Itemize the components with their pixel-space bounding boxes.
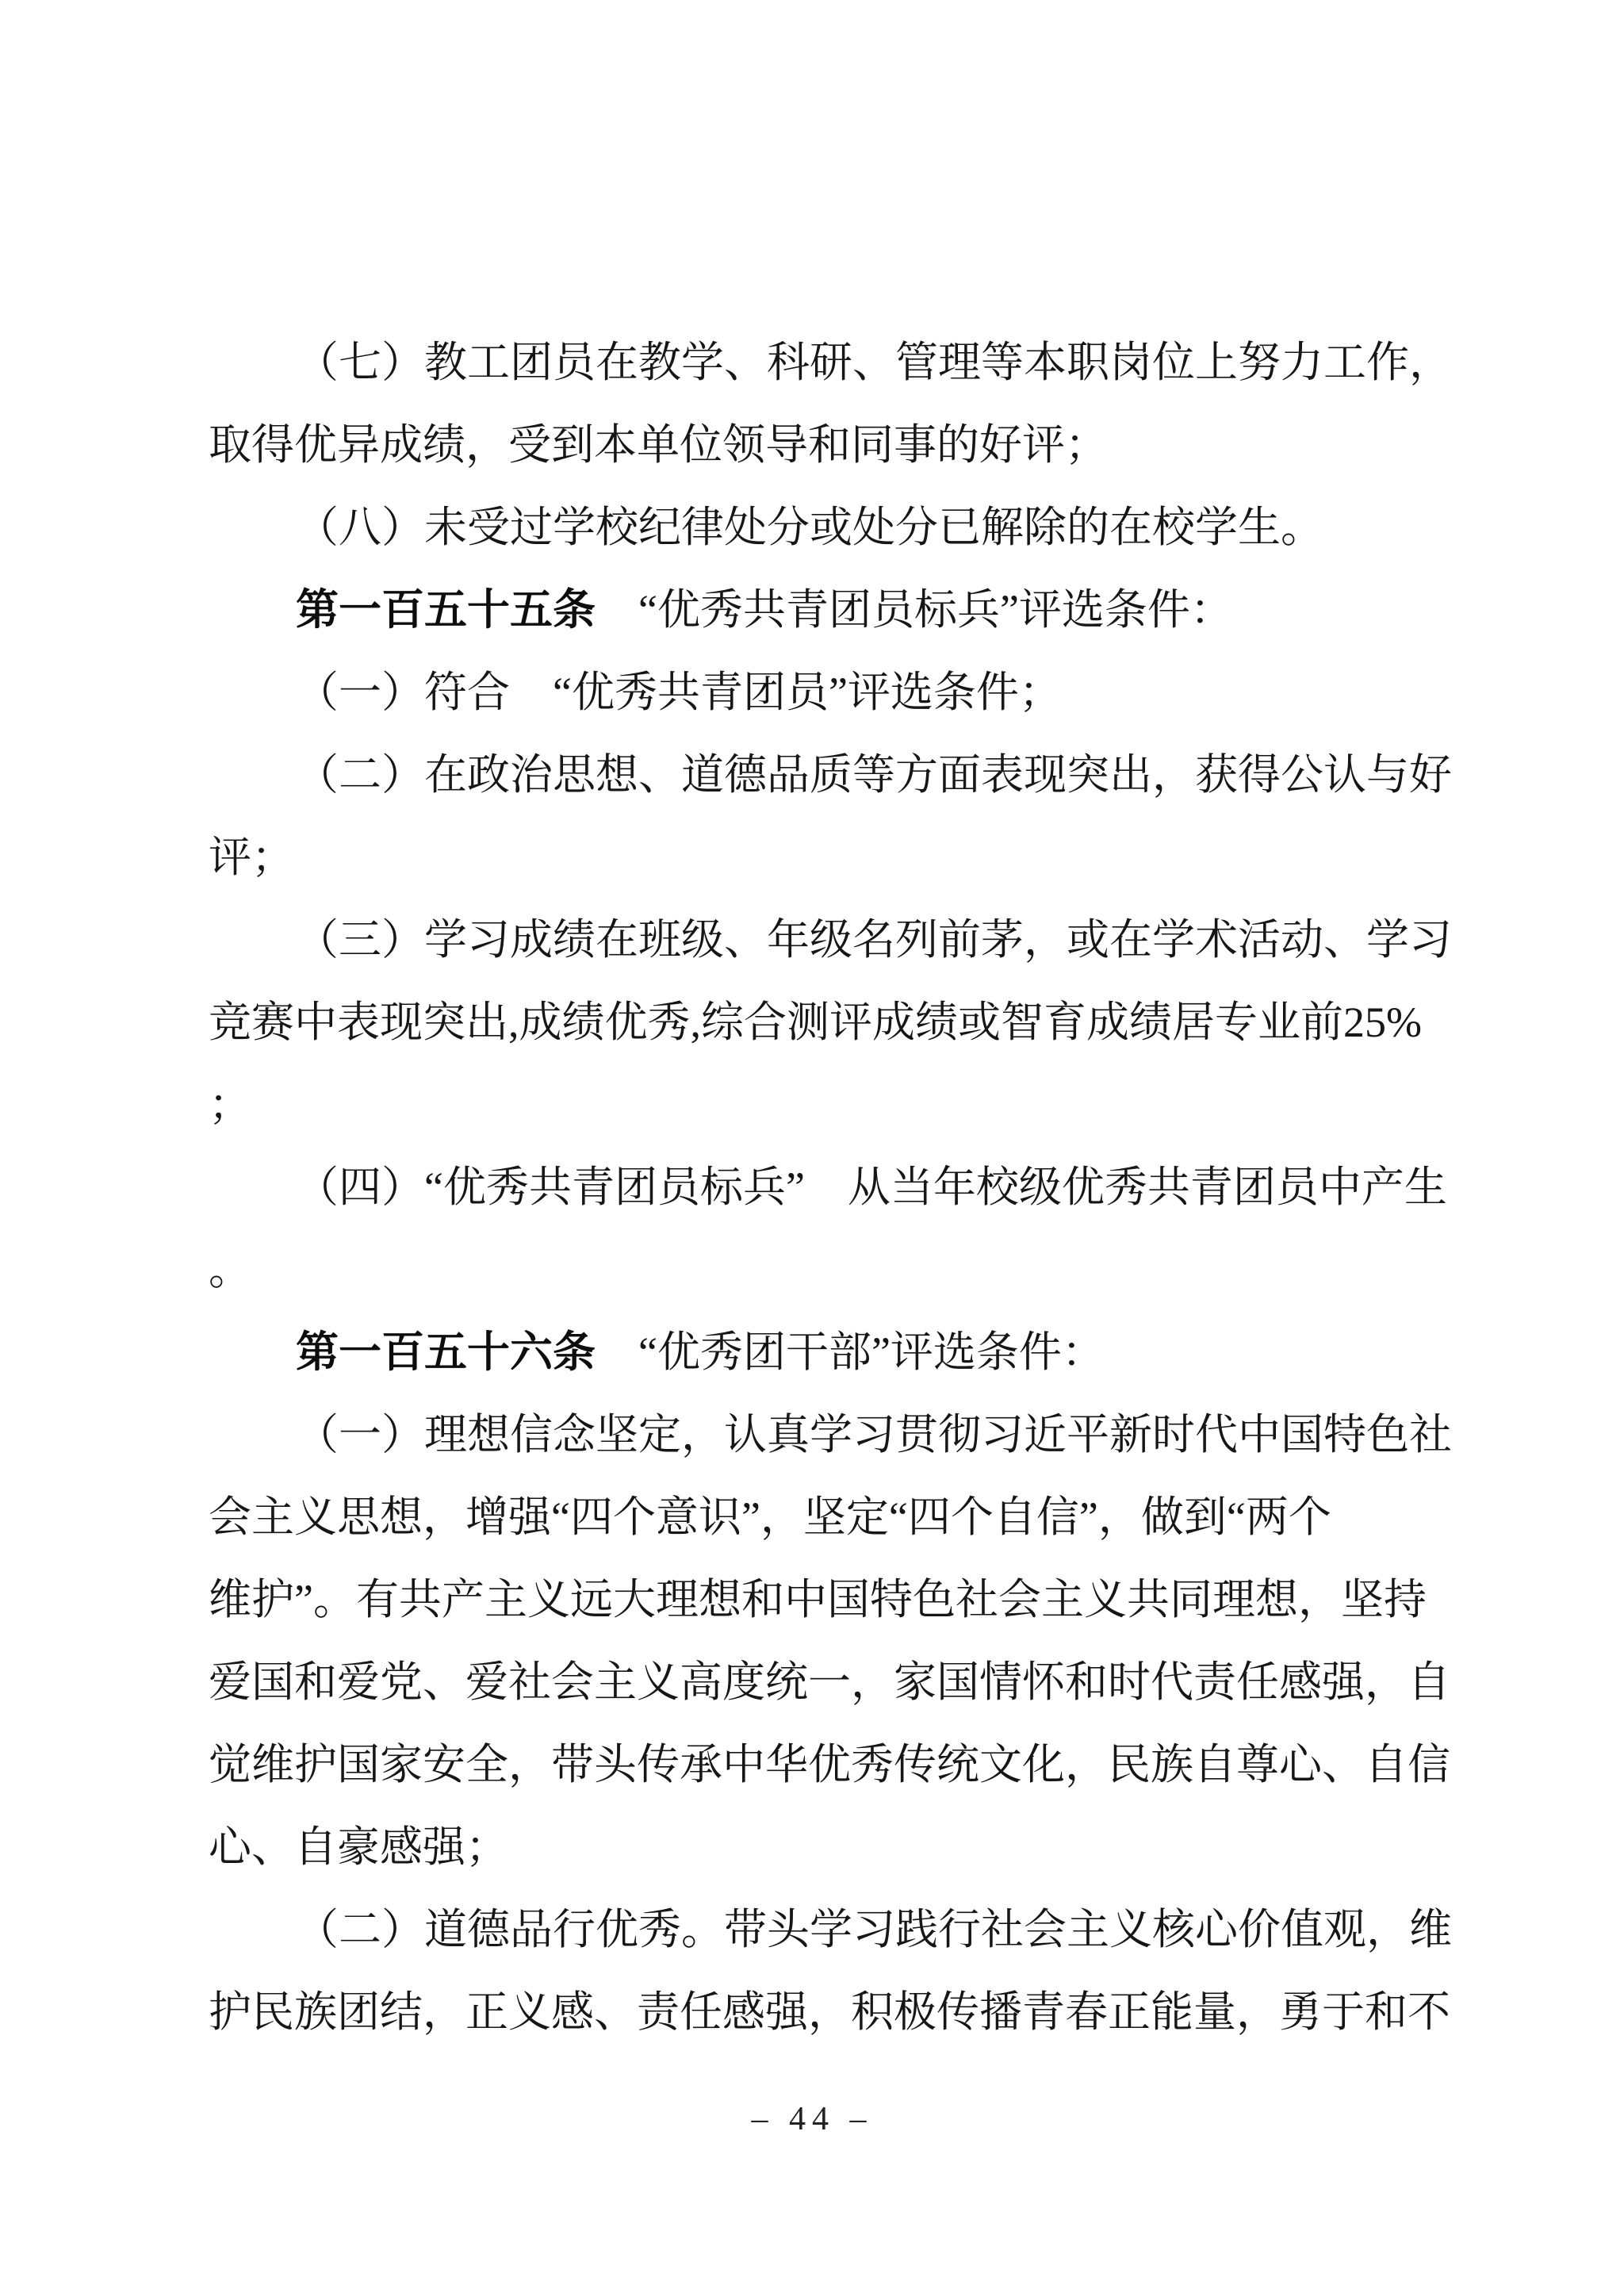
text-line xyxy=(209,486,1477,569)
text-run: 爱国和爱党、爱社会主义高度统一，家国情怀和时代责任感强，自 xyxy=(209,1658,1450,1706)
text-run: 心、自豪感强； xyxy=(209,1823,508,1871)
text-line xyxy=(209,404,1477,486)
text-line xyxy=(209,1558,1477,1641)
text-run: （一）理想信念坚定，认真学习贯彻习近平新时代中国特色社 xyxy=(296,1411,1452,1458)
text-run: 觉维护国家安全，带头传承中华优秀传统文化，民族自尊心、自信 xyxy=(209,1741,1450,1788)
text-line xyxy=(209,569,1477,651)
article-number-label: 第一百五十六条 xyxy=(296,1328,596,1376)
text-line xyxy=(209,321,1477,404)
text-line xyxy=(209,1146,1477,1228)
text-run: “优秀共青团员标兵”评选条件： xyxy=(596,586,1233,634)
page-number: – 44 – xyxy=(751,2101,873,2137)
text-run: （二）在政治思想、道德品质等方面表现突出，获得公认与好 xyxy=(296,751,1452,799)
text-run: （三）学习成绩在班级、年级名列前茅，或在学术活动、学习 xyxy=(296,916,1452,964)
text-run: （四）“优秀共青团员标兵” 从当年校级优秀共青团员中产生 xyxy=(296,1163,1447,1211)
text-run: （八）未受过学校纪律处分或处分已解除的在校学生。 xyxy=(296,504,1323,551)
text-run: “优秀团干部”评选条件： xyxy=(596,1328,1105,1376)
text-run: （二）道德品行优秀。带头学习践行社会主义核心价值观，维 xyxy=(296,1906,1452,1953)
text-run: 会主义思想，增强“四个意识”，坚定“四个自信”，做到“两个 xyxy=(209,1493,1331,1541)
text-line xyxy=(209,899,1477,981)
text-line xyxy=(209,1888,1477,1971)
text-run: 取得优异成绩，受到本单位领导和同事的好评； xyxy=(209,421,1108,469)
text-run: 。 xyxy=(209,1246,251,1294)
article-number-label: 第一百五十五条 xyxy=(296,586,596,634)
text-line xyxy=(209,1641,1477,1723)
text-line xyxy=(209,1723,1477,1806)
text-line xyxy=(209,816,1477,899)
text-line xyxy=(209,734,1477,816)
text-line xyxy=(209,1311,1477,1393)
text-run: 竞赛中表现突出,成绩优秀,综合测评成绩或智育成绩居专业前25% xyxy=(209,999,1422,1046)
text-line xyxy=(209,1971,1477,2053)
text-line xyxy=(209,651,1477,734)
text-line xyxy=(209,981,1477,1064)
text-line xyxy=(209,1228,1477,1311)
text-run: （七）教工团员在教学、科研、管理等本职岗位上努力工作， xyxy=(296,339,1452,386)
text-run: 护民族团结，正义感、责任感强，积极传播青春正能量，勇于和不 xyxy=(209,1988,1450,2036)
document-text-block xyxy=(209,321,1477,2053)
text-line xyxy=(209,1806,1477,1888)
text-line xyxy=(209,1476,1477,1558)
text-run: （一）符合 “优秀共青团员”评选条件； xyxy=(296,669,1062,716)
text-run: 维护”。有共产主义远大理想和中国特色社会主义共同理想，坚持 xyxy=(209,1576,1427,1623)
text-run: 评； xyxy=(209,834,294,881)
text-line xyxy=(209,1393,1477,1476)
text-run: ； xyxy=(209,1081,251,1129)
text-line xyxy=(209,1064,1477,1146)
